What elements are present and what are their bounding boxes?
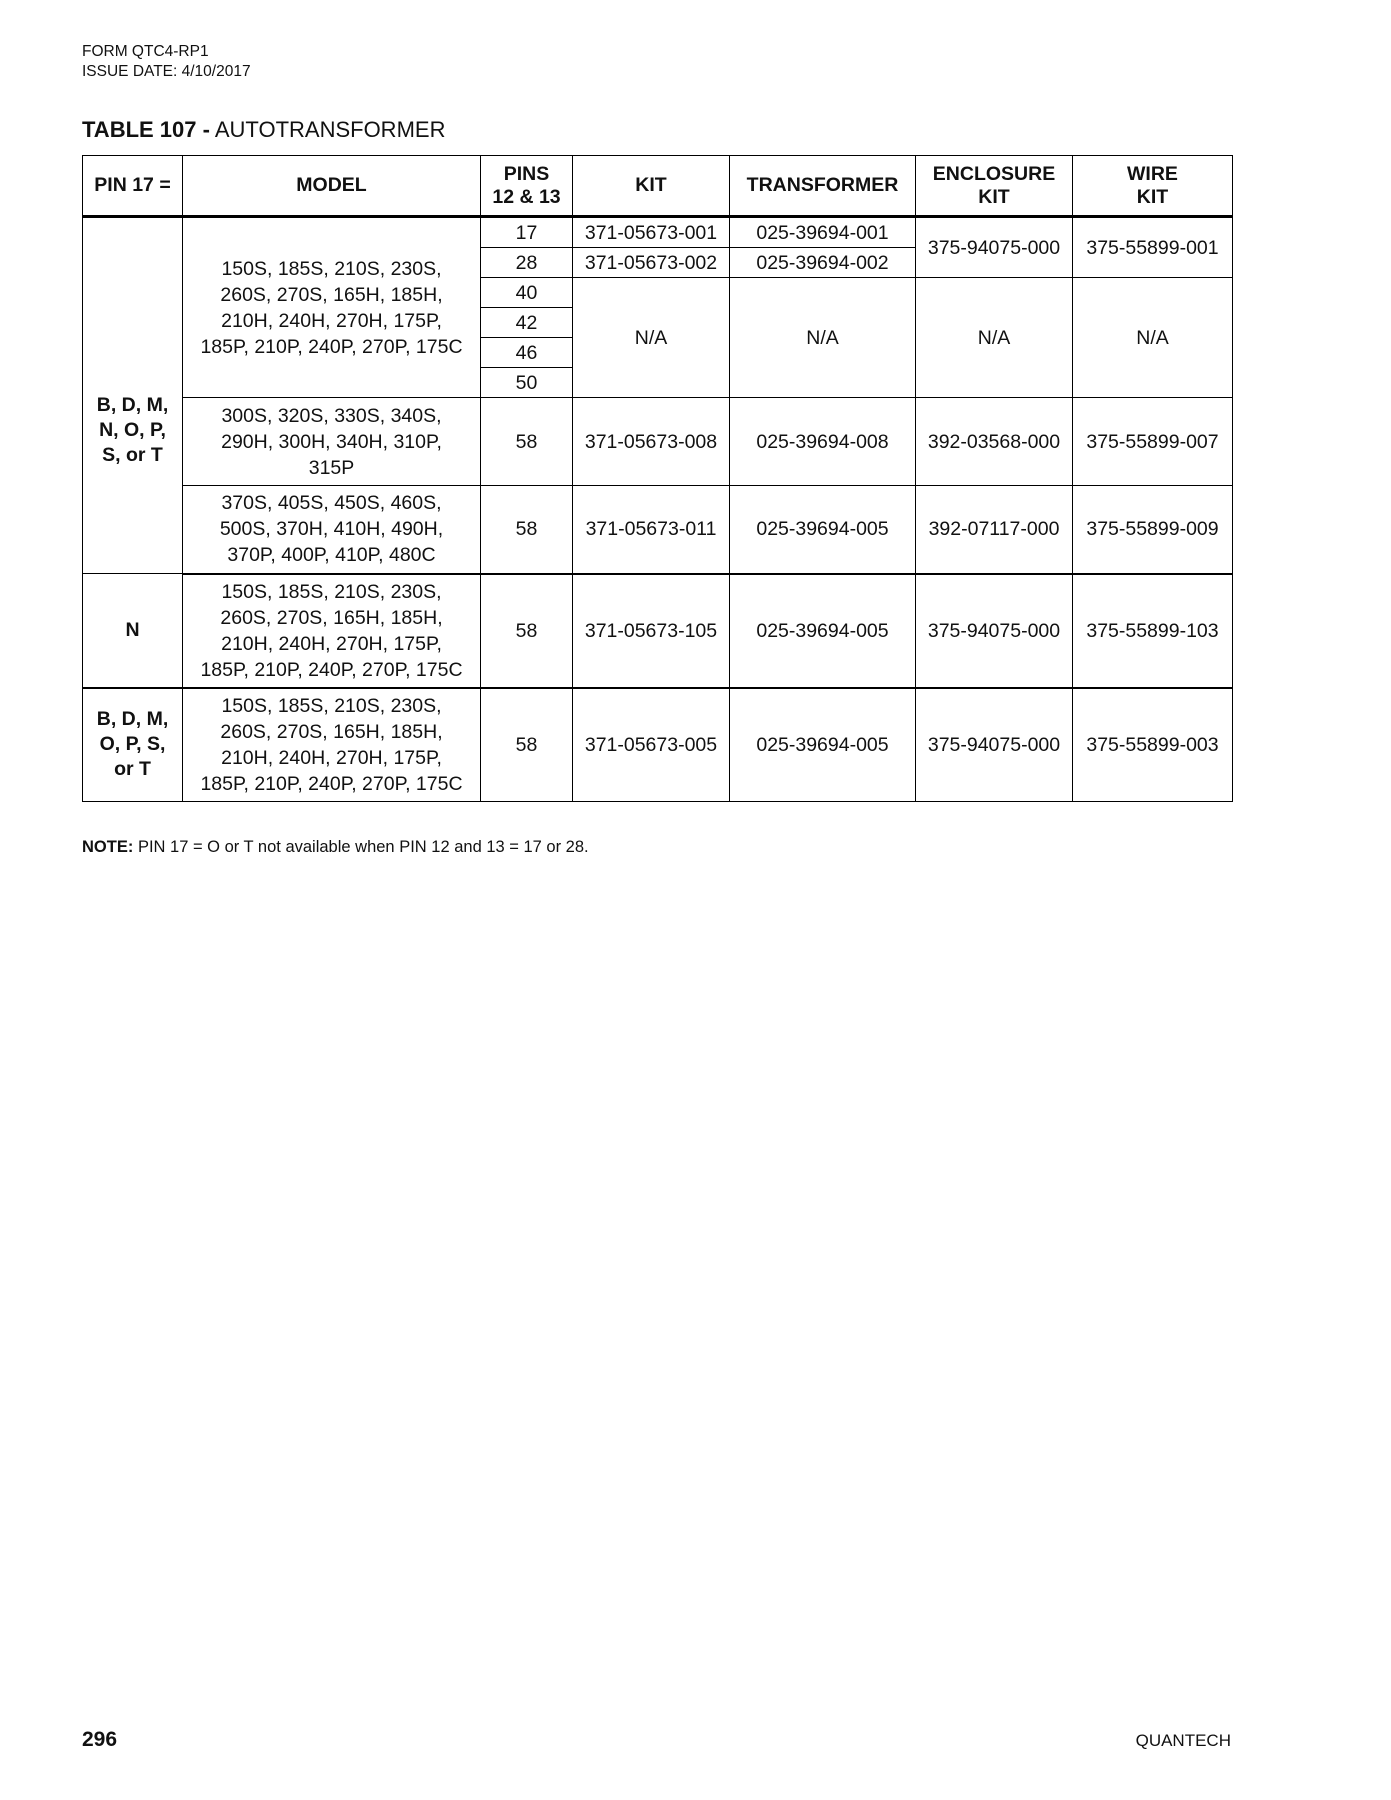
wire-kit-cell: 375-55899-003 — [1073, 688, 1233, 802]
pin17-group3-line3: or T — [114, 758, 151, 781]
wire-kit-cell-na: N/A — [1073, 278, 1233, 398]
note-text: PIN 17 = O or T not available when PIN 12 and 13 = 17 or 28. — [137, 838, 589, 856]
col-header-wire-line2: KIT — [1136, 185, 1169, 208]
kit-cell-na: N/A — [573, 278, 730, 398]
pins-cell: 58 — [481, 688, 573, 802]
col-header-wire-kit — [1073, 156, 1233, 217]
pins-cell: 42 — [481, 308, 573, 338]
model-group2-line1: 150S, 185S, 210S, 230S, — [221, 580, 442, 603]
pins-cell: 58 — [481, 398, 573, 486]
table-row — [83, 217, 1233, 248]
table-row — [83, 486, 1233, 574]
pin17-group3-line1: B, D, M, — [96, 708, 169, 731]
enclosure-kit-cell: 375-94075-000 — [916, 688, 1073, 802]
model-group1c-line3: 370P, 400P, 410P, 480C — [227, 544, 436, 567]
pin17-cell-group1 — [83, 217, 183, 574]
pin17-group3-line2: O, P, S, — [99, 733, 166, 756]
kit-cell: 371-05673-001 — [573, 217, 730, 248]
model-group1c-line1: 370S, 405S, 450S, 460S, — [221, 492, 442, 515]
col-header-kit: KIT — [573, 156, 730, 217]
transformer-cell-na: N/A — [730, 278, 916, 398]
pins-cell: 28 — [481, 248, 573, 278]
pins-cell: 17 — [481, 217, 573, 248]
model-group1c-line2: 500S, 370H, 410H, 490H, — [219, 518, 444, 541]
note-label: NOTE: — [82, 838, 134, 856]
transformer-cell: 025-39694-005 — [730, 486, 916, 574]
model-cell-group3 — [183, 688, 481, 802]
autotransformer-table — [82, 155, 1233, 802]
header-row — [83, 156, 1233, 217]
kit-cell: 371-05673-011 — [573, 486, 730, 574]
transformer-cell: 025-39694-008 — [730, 398, 916, 486]
table-row — [83, 398, 1233, 486]
kit-cell: 371-05673-105 — [573, 574, 730, 688]
form-number: FORM QTC4-RP1 — [82, 43, 209, 60]
footer-brand: QUANTECH — [1135, 1731, 1231, 1750]
model-group1b-line1: 300S, 320S, 330S, 340S, — [221, 404, 442, 427]
col-header-transformer: TRANSFORMER — [730, 156, 916, 217]
enclosure-kit-cell: 392-03568-000 — [916, 398, 1073, 486]
pins-cell: 58 — [481, 574, 573, 688]
page-header — [82, 42, 251, 82]
model-group3-line1: 150S, 185S, 210S, 230S, — [221, 694, 442, 717]
model-group1b-line3: 315P — [308, 456, 355, 479]
pin17-cell-group3 — [83, 688, 183, 802]
pin17-group1-line1: B, D, M, — [96, 394, 169, 416]
model-group1a-line2: 260S, 270S, 165H, 185H, — [220, 283, 443, 306]
model-group1a-line3: 210H, 240H, 270H, 175P, — [221, 309, 442, 332]
model-group3-line3: 210H, 240H, 270H, 175P, — [221, 746, 442, 769]
col-header-enclosure-line1: ENCLOSURE — [932, 162, 1056, 185]
table-row — [83, 574, 1233, 688]
pin17-group1-line3: S, or T — [102, 444, 163, 466]
pin17-group1-text — [86, 323, 179, 468]
pins-cell: 50 — [481, 368, 573, 398]
transformer-cell: 025-39694-001 — [730, 217, 916, 248]
col-header-enclosure-kit — [916, 156, 1073, 217]
model-group2-line2: 260S, 270S, 165H, 185H, — [220, 606, 443, 629]
pins-cell: 40 — [481, 278, 573, 308]
table-note — [82, 836, 589, 858]
col-header-pins-line1: PINS — [503, 162, 550, 185]
page-number: 296 — [82, 1728, 118, 1751]
kit-cell: 371-05673-002 — [573, 248, 730, 278]
enclosure-kit-cell: 375-94075-000 — [916, 217, 1073, 278]
model-cell-group1b — [183, 398, 481, 486]
model-group1a-line1: 150S, 185S, 210S, 230S, — [221, 257, 442, 280]
col-header-wire-line1: WIRE — [1127, 162, 1178, 185]
wire-kit-cell: 375-55899-009 — [1073, 486, 1233, 574]
issue-date: ISSUE DATE: 4/10/2017 — [82, 63, 251, 80]
model-group2-line3: 210H, 240H, 270H, 175P, — [221, 632, 442, 655]
model-cell-group2 — [183, 574, 481, 688]
wire-kit-cell: 375-55899-103 — [1073, 574, 1233, 688]
enclosure-kit-cell: 392-07117-000 — [916, 486, 1073, 574]
kit-cell: 371-05673-008 — [573, 398, 730, 486]
pin17-group1-line2: N, O, P, — [99, 419, 166, 441]
model-cell-group1c — [183, 486, 481, 574]
transformer-cell: 025-39694-005 — [730, 574, 916, 688]
table-row — [83, 688, 1233, 802]
pin17-cell-group2 — [83, 574, 183, 688]
wire-kit-cell: 375-55899-001 — [1073, 217, 1233, 278]
wire-kit-cell: 375-55899-007 — [1073, 398, 1233, 486]
pins-cell: 58 — [481, 486, 573, 574]
col-header-pins-line2: 12 & 13 — [492, 185, 561, 208]
model-group3-line2: 260S, 270S, 165H, 185H, — [220, 720, 443, 743]
pin17-group2-line1: N — [125, 618, 140, 641]
col-header-model: MODEL — [183, 156, 481, 217]
kit-cell: 371-05673-005 — [573, 688, 730, 802]
pins-cell: 46 — [481, 338, 573, 368]
col-header-pin17: PIN 17 = — [83, 156, 183, 217]
model-group1b-line2: 290H, 300H, 340H, 310P, — [221, 430, 442, 453]
table-title-number: TABLE 107 - — [82, 117, 210, 142]
model-group1a-line4: 185P, 210P, 240P, 270P, 175C — [200, 335, 463, 358]
table-title-text: AUTOTRANSFORMER — [214, 117, 446, 142]
transformer-cell: 025-39694-002 — [730, 248, 916, 278]
table-title — [82, 116, 445, 144]
enclosure-kit-cell: 375-94075-000 — [916, 574, 1073, 688]
col-header-enclosure-line2: KIT — [978, 185, 1010, 208]
enclosure-kit-cell-na: N/A — [916, 278, 1073, 398]
col-header-pins — [481, 156, 573, 217]
model-group2-line4: 185P, 210P, 240P, 270P, 175C — [200, 658, 463, 681]
model-cell-group1a — [183, 217, 481, 398]
transformer-cell: 025-39694-005 — [730, 688, 916, 802]
model-group3-line4: 185P, 210P, 240P, 270P, 175C — [200, 772, 463, 795]
